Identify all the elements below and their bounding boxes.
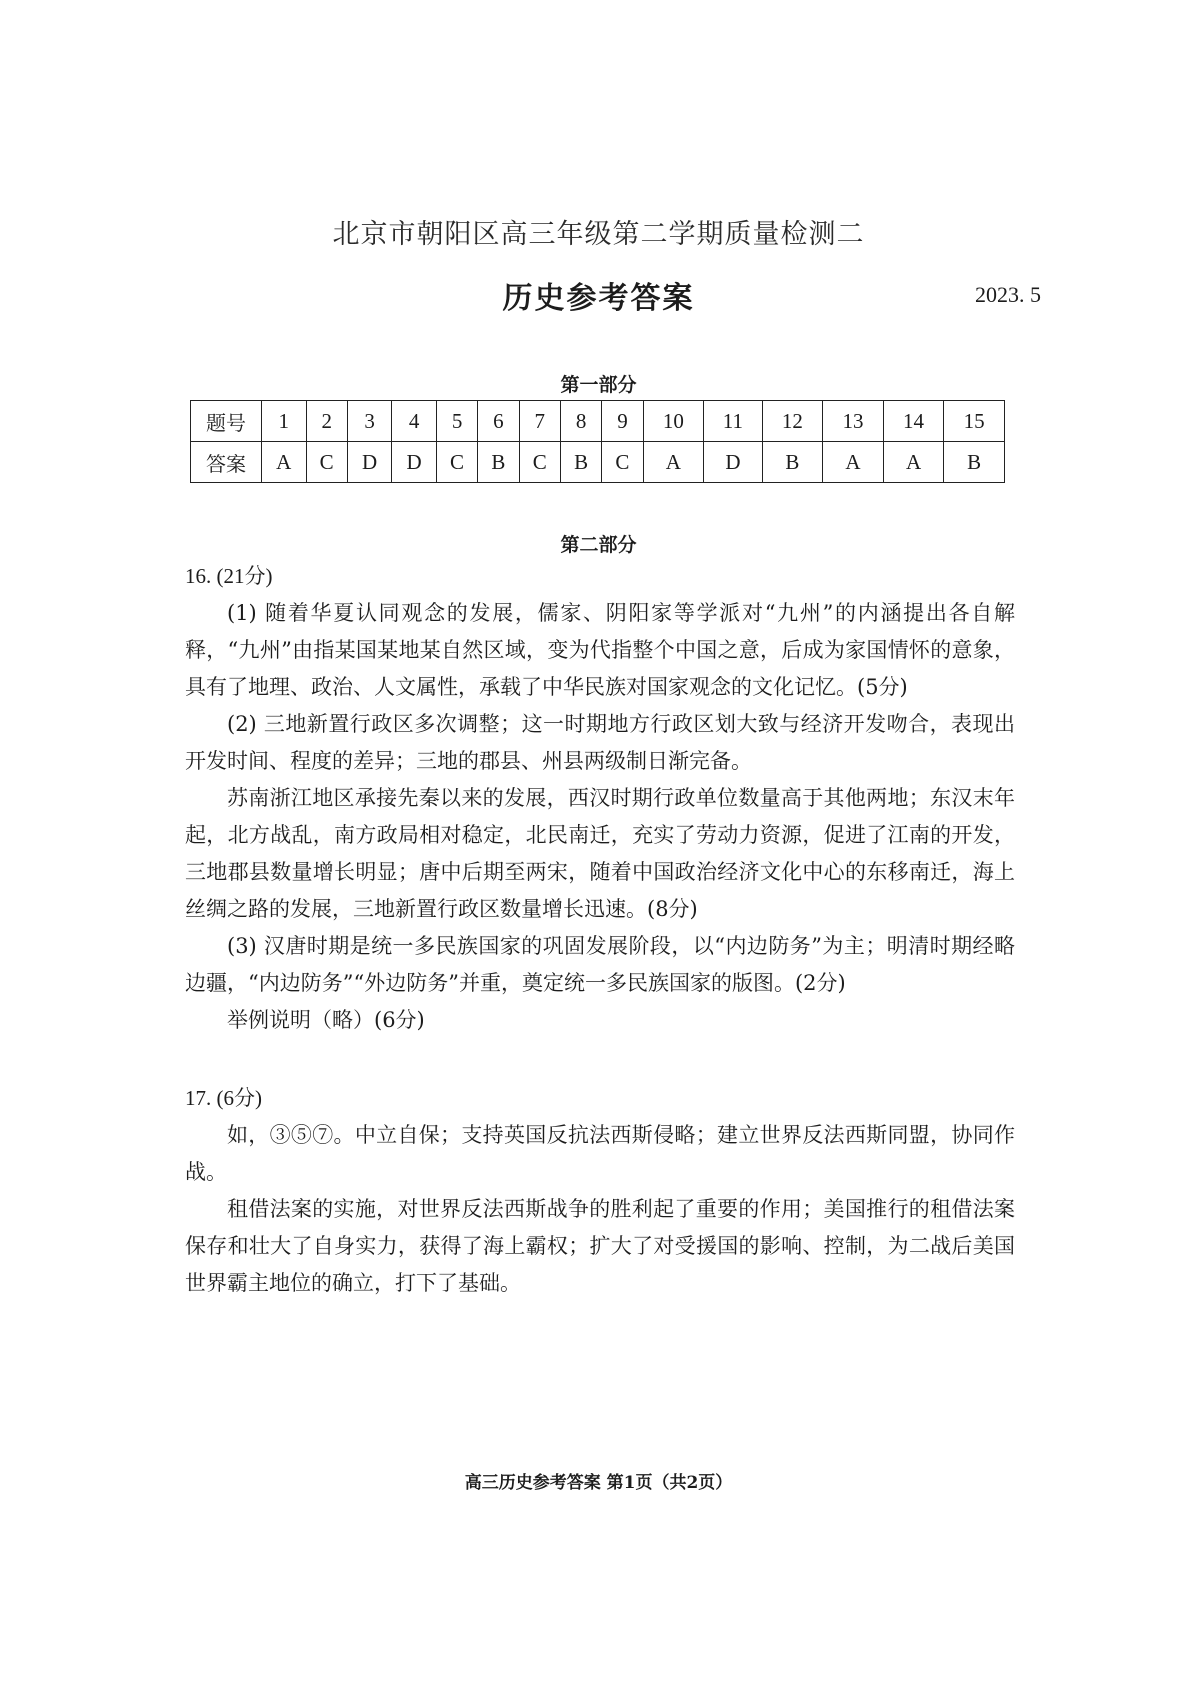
answer-cell: B xyxy=(762,442,823,483)
answer-cell: A xyxy=(823,442,884,483)
answer-cell: B xyxy=(944,442,1005,483)
question-16-label: 16. (21分) xyxy=(185,564,273,588)
document-title: 北京市朝阳区高三年级第二学期质量检测二 xyxy=(332,219,865,250)
q17-answer-paragraph: 如，③⑤⑦。中立自保；支持英国反抗法西斯侵略；建立世界反法西斯同盟，协同作战。 xyxy=(185,1123,1015,1184)
question-number-cell: 11 xyxy=(704,401,762,442)
question-17-label: 17. (6分) xyxy=(185,1086,262,1110)
answer-cell: D xyxy=(392,442,437,483)
question-number-cell: 2 xyxy=(306,401,347,442)
answer-table xyxy=(190,400,1005,483)
question-number-cell: 7 xyxy=(519,401,560,442)
answer-cell: B xyxy=(478,442,519,483)
question-16 xyxy=(185,558,1015,1039)
question-number-cell: 9 xyxy=(602,401,643,442)
question-number-cell: 4 xyxy=(392,401,437,442)
question-number-cell: 1 xyxy=(262,401,307,442)
answer-cell: C xyxy=(602,442,643,483)
answer-cell: C xyxy=(306,442,347,483)
question-number-cell: 10 xyxy=(643,401,704,442)
page-footer: 高三历史参考答案 第1页（共2页） xyxy=(464,1473,733,1493)
question-number-row xyxy=(191,401,1005,442)
q16-answer-paragraph: (3) 汉唐时期是统一多民族国家的巩固发展阶段，以“内边防务”为主；明清时期经略边疆，“内边防务”“外边防务”并重，奠定统一多民族国家的版图。(2分) xyxy=(185,934,1015,995)
q17-answer-paragraph: 租借法案的实施，对世界反法西斯战争的胜利起了重要的作用；美国推行的租借法案保存和壮大了自身实力，获得了海上霸权；扩大了对受援国的影响、控制，为二战后美国世界霸主地位的确立，打下了基础。 xyxy=(185,1197,1015,1295)
row-label-number: 题号 xyxy=(191,401,262,442)
question-number-cell: 12 xyxy=(762,401,823,442)
document-date: 2023. 5 xyxy=(975,282,1041,307)
question-number-cell: 15 xyxy=(944,401,1005,442)
part2-heading: 第二部分 xyxy=(560,534,637,556)
answer-cell: A xyxy=(883,442,944,483)
q16-answer-paragraph: (2) 三地新置行政区多次调整；这一时期地方行政区划大致与经济开发吻合，表现出开发时间、程度的差异；三地的郡县、州县两级制日渐完备。 xyxy=(185,712,1015,773)
question-number-cell: 5 xyxy=(436,401,477,442)
answer-row xyxy=(191,442,1005,483)
question-number-cell: 8 xyxy=(560,401,601,442)
answer-cell: B xyxy=(560,442,601,483)
question-number-cell: 13 xyxy=(823,401,884,442)
answer-cell: D xyxy=(704,442,762,483)
question-number-cell: 3 xyxy=(347,401,392,442)
q16-answer-paragraph: 苏南浙江地区承接先秦以来的发展，西汉时期行政单位数量高于其他两地；东汉末年起，北方战乱，南方政局相对稳定，北民南迁，充实了劳动力资源，促进了江南的开发，三地郡县数量增长明显；唐中后期至两宋，随着中国政治经济文化中心的东移南迁，海上丝绸之路的发展，三地新置行政区数量增长迅速。(8分) xyxy=(185,786,1015,921)
question-number-cell: 14 xyxy=(883,401,944,442)
question-number-cell: 6 xyxy=(478,401,519,442)
q16-answer-paragraph: 举例说明（略）(6分) xyxy=(227,1008,425,1032)
answer-cell: D xyxy=(347,442,392,483)
document-subtitle: 历史参考答案 xyxy=(502,281,695,316)
question-17 xyxy=(185,1080,1015,1302)
row-label-answer: 答案 xyxy=(191,442,262,483)
answer-cell: A xyxy=(643,442,704,483)
answer-cell: C xyxy=(519,442,560,483)
answer-cell: A xyxy=(262,442,307,483)
answer-cell: C xyxy=(436,442,477,483)
part1-heading: 第一部分 xyxy=(560,374,637,396)
q16-answer-paragraph: (1) 随着华夏认同观念的发展，儒家、阴阳家等学派对“九州”的内涵提出各自解释，“九州”由指某国某地某自然区域，变为代指整个中国之意，后成为家国情怀的意象，具有了地理、政治、人文属性，承载了中华民族对国家观念的文化记忆。(5分) xyxy=(185,601,1015,699)
